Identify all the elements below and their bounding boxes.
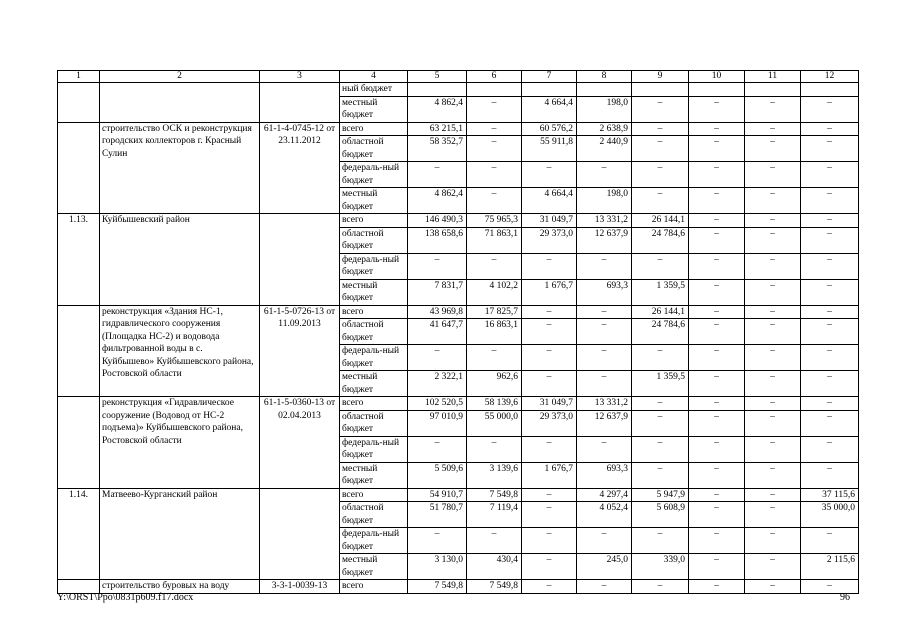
header-cell: 9 bbox=[632, 71, 689, 83]
value-cell: – bbox=[801, 397, 859, 411]
value-cell: 7 119,4 bbox=[467, 502, 522, 528]
object-name-cell: реконструкция «Гидравлическое сооружение (Водовод от НС-2 подъема)» Куйбышевского района, Ростовской области bbox=[100, 397, 260, 489]
value-cell: 430,4 bbox=[467, 554, 522, 580]
value-cell: – bbox=[745, 319, 801, 345]
header-cell: 5 bbox=[408, 71, 467, 83]
value-cell: – bbox=[745, 136, 801, 162]
value-cell: – bbox=[689, 319, 745, 345]
value-cell: 26 144,1 bbox=[632, 305, 689, 319]
value-cell bbox=[801, 83, 859, 97]
funding-source-cell: областной бюджет bbox=[340, 136, 408, 162]
value-cell: 54 910,7 bbox=[408, 488, 467, 502]
value-cell: – bbox=[745, 580, 801, 594]
value-cell: – bbox=[745, 227, 801, 253]
value-cell: – bbox=[689, 279, 745, 305]
value-cell: – bbox=[577, 162, 632, 188]
value-cell: – bbox=[467, 136, 522, 162]
header-cell: 7 bbox=[522, 71, 577, 83]
value-cell: 245,0 bbox=[577, 554, 632, 580]
value-cell: – bbox=[801, 227, 859, 253]
value-cell: – bbox=[408, 436, 467, 462]
row-number-cell bbox=[58, 122, 100, 214]
value-cell: 693,3 bbox=[577, 279, 632, 305]
value-cell bbox=[467, 83, 522, 97]
value-cell: 58 139,6 bbox=[467, 397, 522, 411]
value-cell: – bbox=[522, 554, 577, 580]
funding-source-cell: областной бюджет bbox=[340, 319, 408, 345]
value-cell: – bbox=[801, 122, 859, 136]
funding-source-cell: всего bbox=[340, 214, 408, 228]
value-cell: – bbox=[689, 253, 745, 279]
value-cell: – bbox=[689, 488, 745, 502]
funding-source-cell: федераль-ный бюджет bbox=[340, 345, 408, 371]
value-cell bbox=[408, 83, 467, 97]
funding-source-cell: областной бюджет bbox=[340, 502, 408, 528]
value-cell: – bbox=[689, 436, 745, 462]
value-cell: 63 215,1 bbox=[408, 122, 467, 136]
footer-page-number: 96 bbox=[840, 592, 850, 603]
value-cell: – bbox=[522, 528, 577, 554]
value-cell: – bbox=[801, 136, 859, 162]
value-cell: 5 608,9 bbox=[632, 502, 689, 528]
object-name-cell: реконструкция «Здания НС-1, гидравлического сооружения (Площадка НС-2) и водовода фильтрованной воды в с. Куйбышево» Куйбышевского района, Ростовской области bbox=[100, 305, 260, 397]
value-cell: 41 647,7 bbox=[408, 319, 467, 345]
table-body bbox=[58, 83, 859, 594]
value-cell: – bbox=[522, 162, 577, 188]
value-cell: 2 322,1 bbox=[408, 371, 467, 397]
value-cell: – bbox=[522, 345, 577, 371]
funding-source-cell: всего bbox=[340, 305, 408, 319]
header-cell: 10 bbox=[689, 71, 745, 83]
value-cell: 2 115,6 bbox=[801, 554, 859, 580]
value-cell: 1 359,5 bbox=[632, 371, 689, 397]
table-row bbox=[58, 122, 859, 136]
value-cell: – bbox=[745, 462, 801, 488]
value-cell: 55 000,0 bbox=[467, 410, 522, 436]
value-cell: – bbox=[689, 462, 745, 488]
funding-source-cell: всего bbox=[340, 488, 408, 502]
value-cell: – bbox=[689, 162, 745, 188]
value-cell: – bbox=[745, 502, 801, 528]
value-cell: 4 664,4 bbox=[522, 188, 577, 214]
value-cell: – bbox=[522, 580, 577, 594]
value-cell: 60 576,2 bbox=[522, 122, 577, 136]
funding-source-cell: ный бюджет bbox=[340, 83, 408, 97]
value-cell: 3 139,6 bbox=[467, 462, 522, 488]
value-cell: – bbox=[801, 96, 859, 122]
table-row bbox=[58, 397, 859, 411]
value-cell: 26 144,1 bbox=[632, 214, 689, 228]
value-cell: 51 780,7 bbox=[408, 502, 467, 528]
value-cell: – bbox=[689, 214, 745, 228]
value-cell: – bbox=[801, 580, 859, 594]
value-cell: – bbox=[745, 436, 801, 462]
value-cell: 693,3 bbox=[577, 462, 632, 488]
document-number-cell bbox=[260, 488, 340, 580]
value-cell: 339,0 bbox=[632, 554, 689, 580]
value-cell: 29 373,0 bbox=[522, 410, 577, 436]
value-cell: 16 863,1 bbox=[467, 319, 522, 345]
value-cell: 1 676,7 bbox=[522, 462, 577, 488]
value-cell: – bbox=[745, 122, 801, 136]
value-cell: – bbox=[745, 410, 801, 436]
header-cell: 1 bbox=[58, 71, 100, 83]
value-cell: – bbox=[801, 279, 859, 305]
value-cell bbox=[689, 83, 745, 97]
funding-source-cell: всего bbox=[340, 122, 408, 136]
budget-table bbox=[57, 70, 859, 594]
value-cell: 138 658,6 bbox=[408, 227, 467, 253]
value-cell: 55 911,8 bbox=[522, 136, 577, 162]
value-cell: – bbox=[689, 188, 745, 214]
value-cell: – bbox=[522, 253, 577, 279]
value-cell: – bbox=[745, 397, 801, 411]
value-cell: – bbox=[801, 253, 859, 279]
value-cell: – bbox=[577, 528, 632, 554]
value-cell: – bbox=[745, 488, 801, 502]
value-cell bbox=[522, 83, 577, 97]
value-cell: – bbox=[801, 345, 859, 371]
object-name-cell: Куйбышевский район bbox=[100, 214, 260, 306]
value-cell bbox=[577, 83, 632, 97]
value-cell: 4 664,4 bbox=[522, 96, 577, 122]
value-cell: – bbox=[467, 188, 522, 214]
header-cell: 11 bbox=[745, 71, 801, 83]
row-number-cell: 1.14. bbox=[58, 488, 100, 580]
value-cell: – bbox=[467, 436, 522, 462]
value-cell: – bbox=[689, 397, 745, 411]
funding-source-cell: федераль-ный бюджет bbox=[340, 436, 408, 462]
value-cell: – bbox=[467, 345, 522, 371]
value-cell: – bbox=[632, 188, 689, 214]
row-number-cell bbox=[58, 305, 100, 397]
funding-source-cell: областной бюджет bbox=[340, 227, 408, 253]
value-cell: – bbox=[577, 253, 632, 279]
funding-source-cell: всего bbox=[340, 397, 408, 411]
value-cell: 7 549,8 bbox=[467, 580, 522, 594]
value-cell: – bbox=[522, 488, 577, 502]
value-cell: – bbox=[632, 136, 689, 162]
value-cell: – bbox=[801, 436, 859, 462]
value-cell: 12 637,9 bbox=[577, 410, 632, 436]
value-cell: 4 862,4 bbox=[408, 96, 467, 122]
value-cell: 97 010,9 bbox=[408, 410, 467, 436]
funding-source-cell: местный бюджет bbox=[340, 462, 408, 488]
value-cell: – bbox=[408, 345, 467, 371]
value-cell: – bbox=[408, 162, 467, 188]
value-cell: 102 520,5 bbox=[408, 397, 467, 411]
value-cell: – bbox=[522, 319, 577, 345]
value-cell: – bbox=[689, 554, 745, 580]
value-cell bbox=[632, 83, 689, 97]
value-cell: 7 549,8 bbox=[467, 488, 522, 502]
value-cell: 2 638,9 bbox=[577, 122, 632, 136]
value-cell: – bbox=[577, 305, 632, 319]
value-cell: 146 490,3 bbox=[408, 214, 467, 228]
table-row bbox=[58, 488, 859, 502]
value-cell: 13 331,2 bbox=[577, 397, 632, 411]
value-cell: – bbox=[632, 528, 689, 554]
header-cell: 8 bbox=[577, 71, 632, 83]
value-cell: – bbox=[467, 162, 522, 188]
value-cell: – bbox=[632, 253, 689, 279]
row-number-cell: 1.13. bbox=[58, 214, 100, 306]
value-cell: – bbox=[689, 122, 745, 136]
value-cell: – bbox=[577, 319, 632, 345]
value-cell: – bbox=[801, 188, 859, 214]
value-cell: 75 965,3 bbox=[467, 214, 522, 228]
value-cell: 4 297,4 bbox=[577, 488, 632, 502]
header-cell: 12 bbox=[801, 71, 859, 83]
funding-source-cell: федераль-ный бюджет bbox=[340, 528, 408, 554]
object-name-cell: строительство ОСК и реконструкция городских коллекторов г. Красный Сулин bbox=[100, 122, 260, 214]
value-cell: – bbox=[632, 397, 689, 411]
value-cell: – bbox=[577, 580, 632, 594]
value-cell: – bbox=[577, 436, 632, 462]
value-cell: – bbox=[689, 502, 745, 528]
document-number-cell: 61-1-5-0360-13 от 02.04.2013 bbox=[260, 397, 340, 489]
funding-source-cell: местный бюджет bbox=[340, 554, 408, 580]
value-cell: – bbox=[522, 502, 577, 528]
value-cell: 1 359,5 bbox=[632, 279, 689, 305]
table-row bbox=[58, 83, 859, 97]
value-cell: 31 049,7 bbox=[522, 214, 577, 228]
value-cell: – bbox=[689, 136, 745, 162]
document-number-cell bbox=[260, 83, 340, 123]
value-cell: – bbox=[632, 462, 689, 488]
value-cell: 5 947,9 bbox=[632, 488, 689, 502]
value-cell: – bbox=[632, 345, 689, 371]
value-cell: 198,0 bbox=[577, 96, 632, 122]
value-cell: – bbox=[522, 371, 577, 397]
value-cell: – bbox=[745, 345, 801, 371]
value-cell: – bbox=[689, 96, 745, 122]
value-cell: 3 130,0 bbox=[408, 554, 467, 580]
value-cell: – bbox=[745, 554, 801, 580]
value-cell: – bbox=[745, 528, 801, 554]
value-cell: – bbox=[801, 462, 859, 488]
value-cell: 7 549,8 bbox=[408, 580, 467, 594]
value-cell: – bbox=[801, 528, 859, 554]
header-cell: 3 bbox=[260, 71, 340, 83]
value-cell: 962,6 bbox=[467, 371, 522, 397]
value-cell: 4 862,4 bbox=[408, 188, 467, 214]
document-number-cell: 61-1-5-0726-13 от 11.09.2013 bbox=[260, 305, 340, 397]
value-cell: – bbox=[577, 345, 632, 371]
value-cell: 1 676,7 bbox=[522, 279, 577, 305]
funding-source-cell: местный бюджет bbox=[340, 371, 408, 397]
value-cell: – bbox=[467, 253, 522, 279]
value-cell: – bbox=[632, 580, 689, 594]
value-cell: – bbox=[745, 214, 801, 228]
value-cell: 43 969,8 bbox=[408, 305, 467, 319]
value-cell: – bbox=[689, 410, 745, 436]
value-cell: – bbox=[745, 253, 801, 279]
value-cell: 4 052,4 bbox=[577, 502, 632, 528]
table-row bbox=[58, 214, 859, 228]
value-cell: – bbox=[745, 162, 801, 188]
value-cell: – bbox=[689, 227, 745, 253]
value-cell: – bbox=[577, 371, 632, 397]
value-cell: – bbox=[801, 162, 859, 188]
value-cell: – bbox=[745, 371, 801, 397]
value-cell: – bbox=[632, 436, 689, 462]
value-cell: 7 831,7 bbox=[408, 279, 467, 305]
value-cell: 37 115,6 bbox=[801, 488, 859, 502]
funding-source-cell: местный бюджет bbox=[340, 96, 408, 122]
value-cell: 71 863,1 bbox=[467, 227, 522, 253]
value-cell: – bbox=[745, 96, 801, 122]
funding-source-cell: местный бюджет bbox=[340, 188, 408, 214]
value-cell: 29 373,0 bbox=[522, 227, 577, 253]
value-cell: – bbox=[632, 410, 689, 436]
value-cell: – bbox=[632, 162, 689, 188]
value-cell: 12 637,9 bbox=[577, 227, 632, 253]
value-cell: 198,0 bbox=[577, 188, 632, 214]
funding-source-cell: всего bbox=[340, 580, 408, 594]
value-cell: – bbox=[745, 305, 801, 319]
header-row bbox=[58, 71, 859, 83]
document-number-cell bbox=[260, 214, 340, 306]
value-cell: – bbox=[801, 305, 859, 319]
funding-source-cell: федераль-ный бюджет bbox=[340, 162, 408, 188]
object-name-cell: строительство буровых на воду bbox=[100, 580, 260, 594]
value-cell: – bbox=[801, 371, 859, 397]
value-cell: – bbox=[522, 436, 577, 462]
value-cell: – bbox=[522, 305, 577, 319]
object-name-cell bbox=[100, 83, 260, 123]
table-row bbox=[58, 580, 859, 594]
value-cell: – bbox=[689, 580, 745, 594]
value-cell: – bbox=[632, 122, 689, 136]
value-cell: 35 000,0 bbox=[801, 502, 859, 528]
value-cell: – bbox=[467, 122, 522, 136]
value-cell: 17 825,7 bbox=[467, 305, 522, 319]
value-cell: – bbox=[801, 319, 859, 345]
header-cell: 4 bbox=[340, 71, 408, 83]
value-cell: – bbox=[689, 345, 745, 371]
value-cell: 4 102,2 bbox=[467, 279, 522, 305]
value-cell: – bbox=[801, 214, 859, 228]
value-cell: – bbox=[408, 253, 467, 279]
value-cell: – bbox=[689, 371, 745, 397]
value-cell: – bbox=[745, 188, 801, 214]
funding-source-cell: местный бюджет bbox=[340, 279, 408, 305]
funding-source-cell: федераль-ный бюджет bbox=[340, 253, 408, 279]
value-cell bbox=[745, 83, 801, 97]
value-cell: – bbox=[745, 279, 801, 305]
value-cell: – bbox=[467, 528, 522, 554]
value-cell: – bbox=[632, 96, 689, 122]
header-cell: 6 bbox=[467, 71, 522, 83]
value-cell: 31 049,7 bbox=[522, 397, 577, 411]
document-number-cell: 61-1-4-0745-12 от 23.11.2012 bbox=[260, 122, 340, 214]
row-number-cell bbox=[58, 83, 100, 123]
value-cell: 24 784,6 bbox=[632, 319, 689, 345]
value-cell: – bbox=[408, 528, 467, 554]
document-number-cell: 3-3-1-0039-13 bbox=[260, 580, 340, 594]
value-cell: – bbox=[801, 410, 859, 436]
funding-source-cell: областной бюджет bbox=[340, 410, 408, 436]
value-cell: 13 331,2 bbox=[577, 214, 632, 228]
row-number-cell bbox=[58, 397, 100, 489]
value-cell: 5 509,6 bbox=[408, 462, 467, 488]
object-name-cell: Матвеево-Курганский район bbox=[100, 488, 260, 580]
table-row bbox=[58, 305, 859, 319]
value-cell: – bbox=[689, 528, 745, 554]
value-cell: 24 784,6 bbox=[632, 227, 689, 253]
value-cell: 2 440,9 bbox=[577, 136, 632, 162]
footer-file-path: Y:\ORST\Ppo\0831p609.f17.docx bbox=[57, 592, 194, 603]
row-number-cell bbox=[58, 580, 100, 594]
value-cell: – bbox=[467, 96, 522, 122]
header-cell: 2 bbox=[100, 71, 260, 83]
value-cell: 58 352,7 bbox=[408, 136, 467, 162]
value-cell: – bbox=[689, 305, 745, 319]
